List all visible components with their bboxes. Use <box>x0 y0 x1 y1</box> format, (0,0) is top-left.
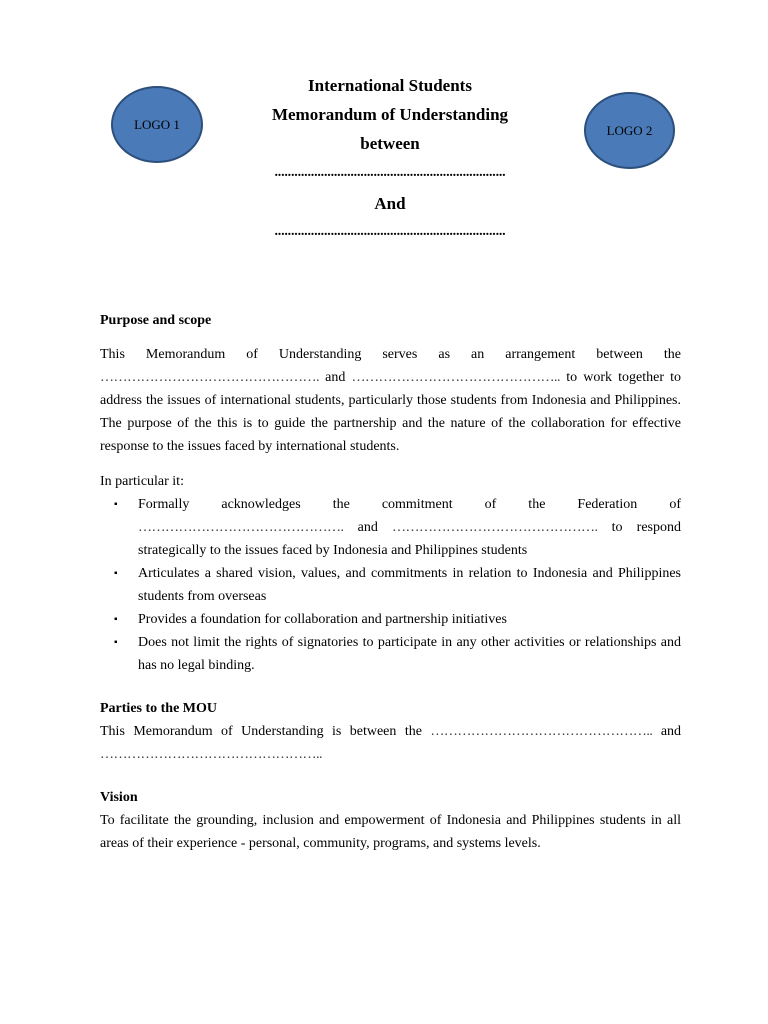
purpose-placeholder-b: ……………………………………….. <box>351 370 561 385</box>
bullet-icon: ▪ <box>114 637 118 648</box>
parties-placeholder-a: ………………………………………….. <box>430 724 653 739</box>
purpose-placeholder-a: …………………………………………. <box>100 370 319 385</box>
purpose-paragraph-line1: This Memorandum of Understanding serves as an arrangement between the <box>100 347 681 362</box>
purpose-heading: Purpose and scope <box>100 313 212 328</box>
purpose-paragraph <box>100 366 681 458</box>
document-body <box>100 309 681 855</box>
bullet-3-text: Provides a foundation for collaboration and partnership initiatives <box>138 612 507 627</box>
vision-paragraph: To facilitate the grounding, inclusion and empowerment of Indonesia and Philippines students in all areas of their experience - personal, community, programs, and systems levels. <box>100 813 681 851</box>
title-line-2: Memorandum of Understanding <box>271 105 509 124</box>
purpose-paragraph-rest: to work together to address the issues of international students, particularly those students from Indonesia and Philippines. The purpose of the this is to guide the partnership and the nature of the collaboration for effective response to the issues faced by international students. <box>100 370 682 454</box>
parties-and: and <box>660 724 682 739</box>
list-item <box>100 493 681 562</box>
bullet-icon: ▪ <box>114 568 118 579</box>
bullet-icon: ▪ <box>114 614 118 625</box>
bullet-1-placeholder-a: ………………………………………. <box>138 520 344 535</box>
bullet-4-text: Does not limit the rights of signatories to participate in any other activities or relationships and has no legal binding. <box>138 635 681 673</box>
logo-2-label: LOGO 2 <box>606 122 653 138</box>
title-party-placeholder-1: ...................................................................... <box>274 165 506 180</box>
document-title <box>100 74 680 250</box>
title-and: And <box>374 194 406 213</box>
vision-heading: Vision <box>100 790 138 805</box>
purpose-bullet-list <box>100 493 681 677</box>
parties-text: This Memorandum of Understanding is between the <box>100 724 422 739</box>
list-item <box>100 608 681 631</box>
logo-1-label: LOGO 1 <box>134 116 180 132</box>
bullet-1-rest: to respond strategically to the issues faced by Indonesia and Philippines students <box>138 520 681 558</box>
list-item <box>100 562 681 608</box>
in-particular-label: In particular it: <box>100 474 184 489</box>
bullet-1-placeholder-b: ………………………………………. <box>392 520 598 535</box>
bullet-1-start: Formally acknowledges the commitment of the Federation of <box>138 497 681 512</box>
bullet-1-and: and <box>357 520 378 535</box>
title-party-placeholder-2: ...................................................................... <box>274 224 506 239</box>
parties-paragraph <box>100 720 681 766</box>
parties-heading: Parties to the MOU <box>100 701 218 716</box>
bullet-icon: ▪ <box>114 499 118 510</box>
title-line-1: International Students <box>308 76 472 95</box>
list-item <box>100 631 681 677</box>
title-line-3: between <box>360 134 420 153</box>
bullet-2-text: Articulates a shared vision, values, and commitments in relation to Indonesia and Philippines students from overseas <box>138 566 681 604</box>
purpose-and: and <box>325 370 346 385</box>
parties-placeholder-b: ………………………………………….. <box>100 747 322 762</box>
